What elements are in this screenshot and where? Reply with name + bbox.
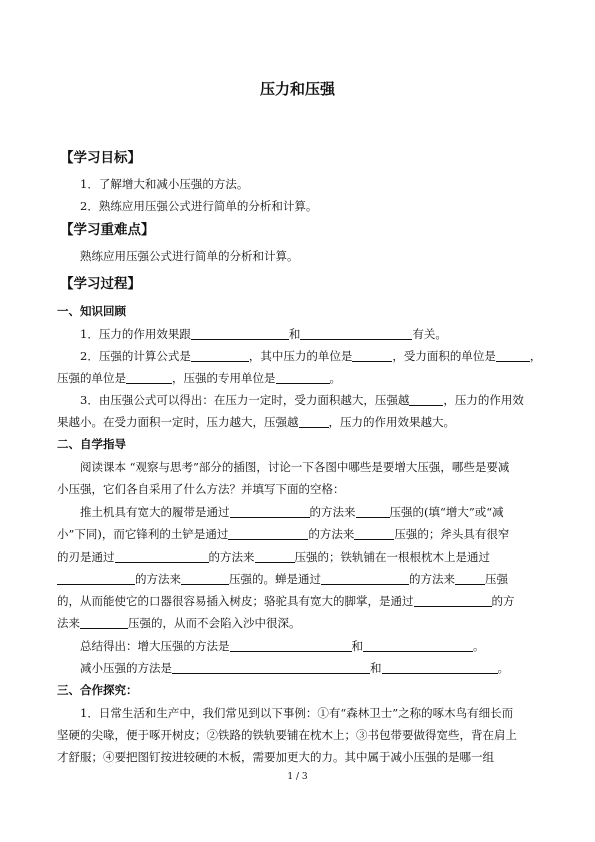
answer-blank[interactable]	[496, 349, 530, 362]
answer-blank[interactable]	[230, 639, 352, 652]
page-title: 压力和压强	[259, 80, 335, 98]
part3-text: 坚硬的尖喙，便于啄开树皮；②铁路的铁轨要铺在枕木上；③书包带要做得宽些，背在肩上	[57, 728, 517, 742]
answer-blank[interactable]	[172, 661, 370, 674]
answer-blank[interactable]	[354, 527, 394, 540]
part2-fill-line: 小”下同)，而它锋利的土铲是通过 的方法来 压强的；斧头具有很窄	[57, 527, 510, 541]
answer-blank[interactable]	[191, 349, 249, 362]
summary-increase: 总结得出：增大压强的方法是 和 。	[80, 639, 485, 653]
answer-blank[interactable]	[300, 327, 412, 340]
answer-blank[interactable]	[228, 527, 308, 540]
q3-line: 3．由压强公式可以得出：在压力一定时，受力面积越大，压强越 ，压力的作用效	[80, 393, 524, 407]
answer-blank[interactable]	[409, 393, 443, 406]
answer-blank[interactable]	[57, 572, 135, 585]
answer-blank[interactable]	[255, 550, 295, 563]
part2-heading: 二、自学指导	[57, 437, 126, 451]
part2-fill-line: 法来 压强的，从而不会陷入沙中很深。	[57, 616, 301, 630]
q1-line: 1．压力的作用效果跟 和 有关。	[80, 327, 447, 341]
part3-heading: 三、合作探究：	[57, 683, 138, 697]
part2-fill-line: 的刃是通过 的方法来 压强的；铁轨铺在一根根枕木上是通过	[57, 550, 490, 564]
answer-blank[interactable]	[230, 505, 310, 518]
q3-line-cont: 果越小。在受力面积一定时，压力越大，压强越 ，压力的作用效果越大。	[57, 415, 455, 429]
section-heading-goals: 【学习目标】	[60, 150, 141, 166]
part3-text: 1．日常生活和生产中，我们常见到以下事例：①有“森林卫士”之称的啄木鸟有细长而	[80, 706, 514, 720]
part2-fill-line: 推土机具有宽大的履带是通过 的方法来 压强的(填“增大”或“减	[80, 505, 504, 519]
answer-blank[interactable]	[382, 661, 498, 674]
part3-text: 才舒服；④要把图钉按进较硬的木板，需要加更大的力。其中属于减小压强的是哪一组	[57, 750, 494, 764]
key-text: 熟练应用压强公式进行简单的分析和计算。	[80, 249, 299, 263]
answer-blank[interactable]	[414, 594, 492, 607]
answer-blank[interactable]	[80, 616, 128, 629]
answer-blank[interactable]	[352, 349, 392, 362]
q2-line: 2．压强的计算公式是 ，其中压力的单位是 ，受力面积的单位是 ，	[80, 349, 542, 363]
answer-blank[interactable]	[321, 572, 409, 585]
goal-item: 1．了解增大和减小压强的方法。	[80, 177, 249, 191]
answer-blank[interactable]	[363, 639, 473, 652]
part2-fill-line: 的，从而能使它的口器很容易插入树皮；骆驼具有宽大的脚掌，是通过 的方	[57, 594, 515, 608]
section-heading-process: 【学习过程】	[60, 276, 141, 292]
answer-blank[interactable]	[181, 572, 229, 585]
answer-blank[interactable]	[276, 371, 330, 384]
goal-item: 2．熟练应用压强公式进行简单的分析和计算。	[80, 199, 318, 213]
part2-text: 阅读课本 “观察与思考”部分的插图，讨论一下各图中哪些是要增大压强，哪些是要减	[80, 460, 510, 474]
answer-blank[interactable]	[299, 415, 329, 428]
page-number: 1 / 3	[287, 772, 308, 782]
answer-blank[interactable]	[455, 572, 485, 585]
section-heading-key: 【学习重难点】	[60, 222, 155, 238]
part2-text: 小压强，它们各自采用了什么方法？并填写下面的空格：	[57, 482, 345, 496]
summary-decrease: 减小压强的方法是 和 。	[80, 661, 509, 675]
q2-line-cont: 压强的单位是 ，压强的专用单位是 。	[57, 371, 341, 385]
answer-blank[interactable]	[356, 505, 390, 518]
answer-blank[interactable]	[115, 550, 209, 563]
answer-blank[interactable]	[191, 327, 289, 340]
answer-blank[interactable]	[126, 371, 172, 384]
part1-heading: 一、知识回顾	[57, 304, 126, 318]
part2-fill-line: 的方法来 压强的。蝉是通过 的方法来 压强	[57, 571, 508, 587]
